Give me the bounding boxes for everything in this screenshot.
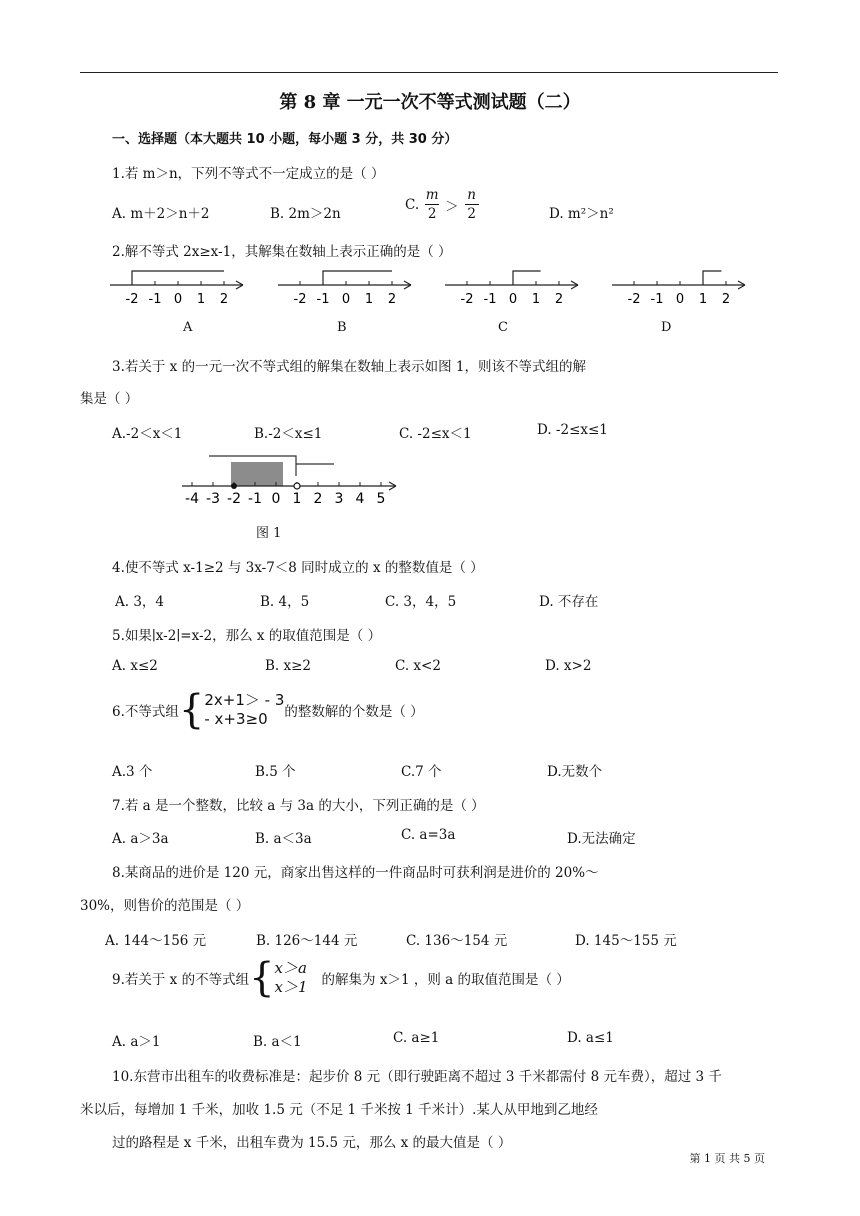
tick-label: -2 [460,292,474,307]
fraction-n-over-2 [465,188,479,221]
gt-sign: ＞ [445,198,459,215]
q9-system [275,959,308,998]
q4-option-b: B. 4，5 [260,594,310,610]
page-footer: 第 1 页 共 5 页 [689,1152,765,1165]
q5-option-b: B. x≥2 [265,658,312,674]
q5-option-d: D. x>2 [545,658,592,674]
figure-shaded-region [231,462,283,486]
q2-label-b: B [337,320,347,335]
q8-option-c: C. 136～154 元 [406,933,508,949]
q2-number-lines [110,265,770,313]
q7-option-a: A. a＞3a [112,831,169,847]
tick-label: -1 [650,292,664,307]
tick-label: 0 [341,292,351,307]
tick-label: 2 [554,292,564,307]
frac-num: m [425,187,439,203]
question-8-stem-cont: 30%，则售价的范围是（ ） [80,898,250,914]
q9-suffix: 的解集为 x＞1 ，则 a 的取值范围是（ ） [321,972,570,988]
q6-system [204,691,284,730]
tick-label: 1 [698,292,708,307]
q9-option-c: C. a≥1 [393,1030,440,1046]
q8-option-b: B. 126～144 元 [256,933,358,949]
tick-label: 2 [313,491,323,507]
q9-option-d: D. a≤1 [567,1030,614,1046]
q5-option-a: A. x≤2 [112,658,158,674]
q1-option-d: D. m²＞n² [549,206,614,222]
frac-den: 2 [427,206,437,223]
question-9-stem [112,955,570,1001]
q2-label-a: A [183,320,193,335]
frac-num: n [467,187,476,203]
q2-label-c: C [498,320,508,335]
q9-option-a: A. a＞1 [112,1034,161,1050]
tick-label: 1 [531,292,541,307]
q1-option-b: B. 2m＞2n [270,206,341,222]
q9-inequality-1: x＞a [274,958,307,977]
q3-option-d: D. -2≤x≤1 [537,422,608,438]
tick-label: -2 [125,292,139,307]
tick-label: 1 [196,292,206,307]
question-10-line-3: 过的路程是 x 千米，出租车费为 15.5 元，那么 x 的最大值是（ ） [112,1135,512,1151]
tick-label: 1 [292,491,302,507]
solution-bracket [323,271,392,285]
tick-label: -2 [293,292,307,307]
q9-inequality-2: x＞1 [274,978,308,996]
q6-option-b: B.5 个 [255,764,296,780]
q7-option-c: C. a=3a [401,827,456,843]
tick-label: -1 [316,292,330,307]
q1-option-c [405,188,481,221]
tick-label: 5 [376,491,386,507]
tick-label: 3 [334,491,344,507]
tick-label: 0 [271,491,281,507]
q2-label-d: D [661,320,672,335]
q6-option-a: A.3 个 [112,764,153,780]
tick-label: 1 [364,292,374,307]
q4-option-d: D. 不存在 [539,594,599,610]
q4-option-a: A. 3，4 [115,594,165,610]
tick-label: 0 [508,292,518,307]
tick-label: -2 [227,491,241,507]
tick-label: -3 [206,491,220,507]
question-10-line-1: 10.东营市出租车的收费标准是：起步价 8 元（即行驶距离不超过 3 千米都需付 8 元车费），超过 3 千 [112,1069,722,1085]
question-3-stem: 3.若关于 x 的一元一次不等式组的解集在数轴上表示如图 1，则该不等式组的解 [112,359,586,375]
tick-label: 2 [219,292,229,307]
tick-label: -1 [148,292,162,307]
q4-option-c: C. 3，4，5 [385,594,457,610]
q6-prefix: 6.不等式组 [112,704,179,720]
question-2-stem: 2.解不等式 2x≥x-1，其解集在数轴上表示正确的是（ ） [112,244,452,260]
question-4-stem: 4.使不等式 x-1≥2 与 3x-7＜8 同时成立的 x 的整数值是（ ） [112,560,484,576]
header-rule [80,72,778,73]
question-7-stem: 7.若 a 是一个整数，比较 a 与 3a 的大小，下列正确的是（ ） [112,798,485,814]
closed-endpoint [231,483,237,489]
q9-option-b: B. a＜1 [253,1034,302,1050]
question-10-line-2: 米以后，每增加 1 千米，加收 1.5 元（不足 1 千米按 1 千米计）.某人从甲地到乙地经 [80,1102,598,1118]
tick-label: -1 [248,491,262,507]
frac-den: 2 [467,206,476,223]
q5-option-c: C. x<2 [395,658,441,674]
tick-label: -4 [185,491,199,507]
q6-option-d: D.无数个 [547,764,603,780]
q3-option-b: B.-2＜x≤1 [254,426,323,442]
question-1-stem: 1.若 m＞n，下列不等式不一定成立的是（ ） [112,166,385,182]
tick-label: 0 [675,292,685,307]
q6-option-c: C.7 个 [401,764,442,780]
fraction-m-over-2 [425,188,439,221]
tick-label: 2 [387,292,397,307]
question-6-stem [112,687,424,733]
q6-suffix: 的整数解的个数是（ ） [284,704,424,720]
q6-inequality-1: 2x+1＞ - 3 [204,690,285,709]
tick-label: 2 [721,292,731,307]
q8-option-a: A. 144～156 元 [105,933,207,949]
q1-option-c-label: C. [405,196,420,213]
q1-option-a: A. m＋2＞n＋2 [112,206,210,222]
q8-option-d: D. 145～155 元 [575,933,677,949]
figure-1-caption: 图 1 [256,526,282,541]
tick-label: 4 [355,491,365,507]
q3-option-c: C. -2≤x＜1 [399,426,472,442]
section-heading: 一、选择题（本大题共 10 小题，每小题 3 分，共 30 分） [112,132,458,147]
q7-option-d: D.无法确定 [567,831,636,847]
left-brace: { [249,955,275,1001]
solution-bracket [703,271,721,285]
question-3-stem-cont: 集是（ ） [80,391,139,407]
question-5-stem: 5.如果∣x-2∣=x-2，那么 x 的取值范围是（ ） [112,628,382,644]
q9-prefix: 9.若关于 x 的不等式组 [112,972,250,988]
q3-option-a: A.-2＜x＜1 [112,426,183,442]
q6-inequality-2: - x+3≥0 [204,710,268,728]
figure-1-number-line [178,452,403,510]
tick-label: -1 [483,292,497,307]
tick-label: -2 [627,292,641,307]
question-8-stem: 8.某商品的进价是 120 元，商家出售这样的一件商品时可获利润是进价的 20%～ [112,865,599,881]
q7-option-b: B. a＜3a [255,831,312,847]
left-brace: { [178,687,205,733]
tick-label: 0 [173,292,183,307]
page-title: 第 8 章 一元一次不等式测试题（二） [279,92,581,113]
open-endpoint [294,483,300,489]
